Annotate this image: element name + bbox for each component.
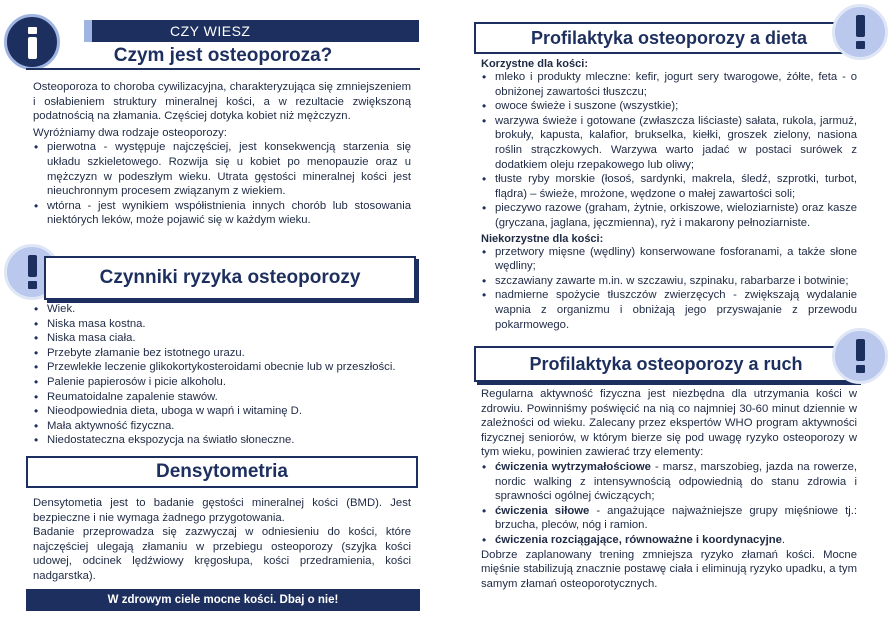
move-intro: Regularna aktywność fizyczna jest niezbędna dla utrzymania kości w zdrowiu. Powinniśmy poświęcić na nią co najmniej 30-60 minut dziennie w zależności od wieku. Zalecany przez ekspertów WHO program aktywności fizycznej seniorów, w którym bierze się pod uwagę ryzyko osteoporozy w tym wieku, powinien zawierać trzy elementy: xyxy=(481,388,857,459)
dens-p1: Densytometia jest to badanie gęstości mineralnej kości (BMD). Jest bezpieczne i nie wymaga żadnego przygotowania. xyxy=(33,497,411,524)
list-item: • Przebyte złamanie bez istotnego urazu. xyxy=(33,346,413,361)
list-item: • nadmierne spożycie tłuszczów zwierzęcych - zwiększają wydalanie wapnia z organizmu i obniżają jego przyswajanie z przewodu pokarmowego. xyxy=(481,288,857,332)
list-item: • ćwiczenia siłowe - angażujące najważniejsze grupy mięśniowe tj.: brzucha, pleców, nóg i ramion. xyxy=(481,504,857,533)
bad-head: Niekorzystne dla kości: xyxy=(481,232,604,245)
list-item: • Palenie papierosów i picie alkoholu. xyxy=(33,375,413,390)
footer-banner xyxy=(26,589,420,611)
banner-label: CZY WIESZ xyxy=(170,23,251,39)
list-item: • Przewlekłe leczenie glikokortykosteroidami obecnie lub w przeszłości. xyxy=(33,360,413,375)
section-title-risk xyxy=(44,256,416,300)
list-item: • pierwotna - występuje najczęściej, jest konsekwencją starzenia się układu szkieletowego. Rozwija się u kobiet po menopauzie oraz u mężczyzn w podeszłym wieku. Utrata gęstości mineralnej kości jest nieuchronnym procesem związanym z wiekiem. xyxy=(33,140,411,198)
list-item: • Niska masa kostna. xyxy=(33,317,413,332)
left-column xyxy=(0,0,440,623)
q1-types-list xyxy=(33,140,411,228)
list-item: • Niska masa ciała. xyxy=(33,331,413,346)
risk-list xyxy=(33,302,413,448)
exclamation-icon xyxy=(832,328,888,384)
diet-title: Profilaktyka osteoporozy a dieta xyxy=(530,27,808,48)
list-item: • Mała aktywność fizyczna. xyxy=(33,419,413,434)
dens-title: Densytometria xyxy=(156,461,288,482)
banner-accent xyxy=(84,20,92,42)
move-list xyxy=(481,460,857,548)
move-body xyxy=(481,387,857,591)
diet-body xyxy=(481,58,857,332)
bad-list xyxy=(481,245,857,333)
list-item: • Wiek. xyxy=(33,302,413,317)
section-title-diet xyxy=(474,22,864,54)
list-item: • ćwiczenia rozciągające, równoważne i koordynacyjne. xyxy=(481,533,857,548)
czy-wiesz-banner xyxy=(84,20,419,42)
list-item: • Nieodpowiednia dieta, uboga w wapń i witaminę D. xyxy=(33,404,413,419)
dens-body xyxy=(33,496,411,584)
move-title: Profilaktyka osteoporozy a ruch xyxy=(529,353,803,374)
risk-title: Czynniki ryzyka osteoporozy xyxy=(99,267,361,288)
good-head: Korzystne dla kości: xyxy=(481,58,588,70)
list-item: • mleko i produkty mleczne: kefir, jogurt sery twarogowe, żółte, feta - o obniżonej zawartości tłuszczu; xyxy=(481,70,857,99)
list-item: • owoce świeże i suszone (wszystkie); xyxy=(481,99,857,114)
good-list xyxy=(481,70,857,231)
list-item: • warzywa świeże i gotowane (zwłaszcza liściaste) sałata, rukola, jarmuż, brokuły, kapusta, kalafior, brukselka, kiełki, groszek zielony, nasiona roślin strączkowych. Warzywa warto jadać w postaci surówek z dodatkiem oleju rzepakowego lub oliwy; xyxy=(481,114,857,172)
list-item: • pieczywo razowe (graham, żytnie, orkiszowe, wieloziarniste) oraz kasze (gryczana, jaglana, jęczmienna), ryż i makarony pełnoziarniste. xyxy=(481,201,857,230)
q1-intro: Osteoporoza to choroba cywilizacyjna, charakteryzująca się zmniejszeniem i osłabieniem struktury mineralnej kości, a w rezultacie zwiększoną podatnością na złamania. Częściej dotyka kobiet niż mężczyzn. xyxy=(33,81,411,123)
q1-body xyxy=(33,80,411,228)
section-title-densytometria xyxy=(26,456,418,488)
list-item: • przetwory mięsne (wędliny) konserwowane fosforanami, a także słone wędliny; xyxy=(481,245,857,274)
right-column xyxy=(450,0,888,623)
list-item: • wtórna - jest wynikiem współistnienia innych chorób lub stosowania niektórych leków, może pojawić się w każdym wieku. xyxy=(33,199,411,228)
footer-slogan: W zdrowym ciele mocne kości. Dbaj o nie! xyxy=(107,594,339,606)
q1-types-intro: Wyróżniamy dwa rodzaje osteoporozy: xyxy=(33,126,227,139)
section-title-osteoporoza xyxy=(26,44,420,70)
list-item: • szczawiany zawarte m.in. w szczawiu, szpinaku, rabarbarze i botwinie; xyxy=(481,274,857,289)
exclamation-icon xyxy=(832,4,888,60)
q1-title: Czym jest osteoporoza? xyxy=(113,45,333,66)
list-item: • Reumatoidalne zapalenie stawów. xyxy=(33,390,413,405)
list-item: • Niedostateczna ekspozycja na światło słoneczne. xyxy=(33,433,413,448)
section-title-movement xyxy=(474,346,858,382)
move-outro: Dobrze zaplanowany trening zmniejsza ryzyko złamań kości. Mocne mięśnie stabilizują znacznie postawę ciała i eliminują ryzyko upadku, a tym samym złamań osteoporotycznych. xyxy=(481,548,857,590)
list-item: • ćwiczenia wytrzymałościowe - marsz, marszobieg, jazda na rowerze, nordic walking z intensywnością odpowiednią do stanu zdrowia i sprawności ogólnej ćwiczących; xyxy=(481,460,857,504)
dens-p2: Badanie przeprowadza się zazwyczaj w odniesieniu do kości, które najczęściej ulegają złamaniu w przebiegu osteoporozy (szyjka kości udowej, odcinek lędźwiowy kręgosłupa, kości przedramienia, kości nadgarstka). xyxy=(33,526,411,582)
list-item: • tłuste ryby morskie (łosoś, sardynki, makrela, śledź, szprotki, turbot, flądra) – świeże, mrożone, wędzone o małej zawartości soli; xyxy=(481,172,857,201)
